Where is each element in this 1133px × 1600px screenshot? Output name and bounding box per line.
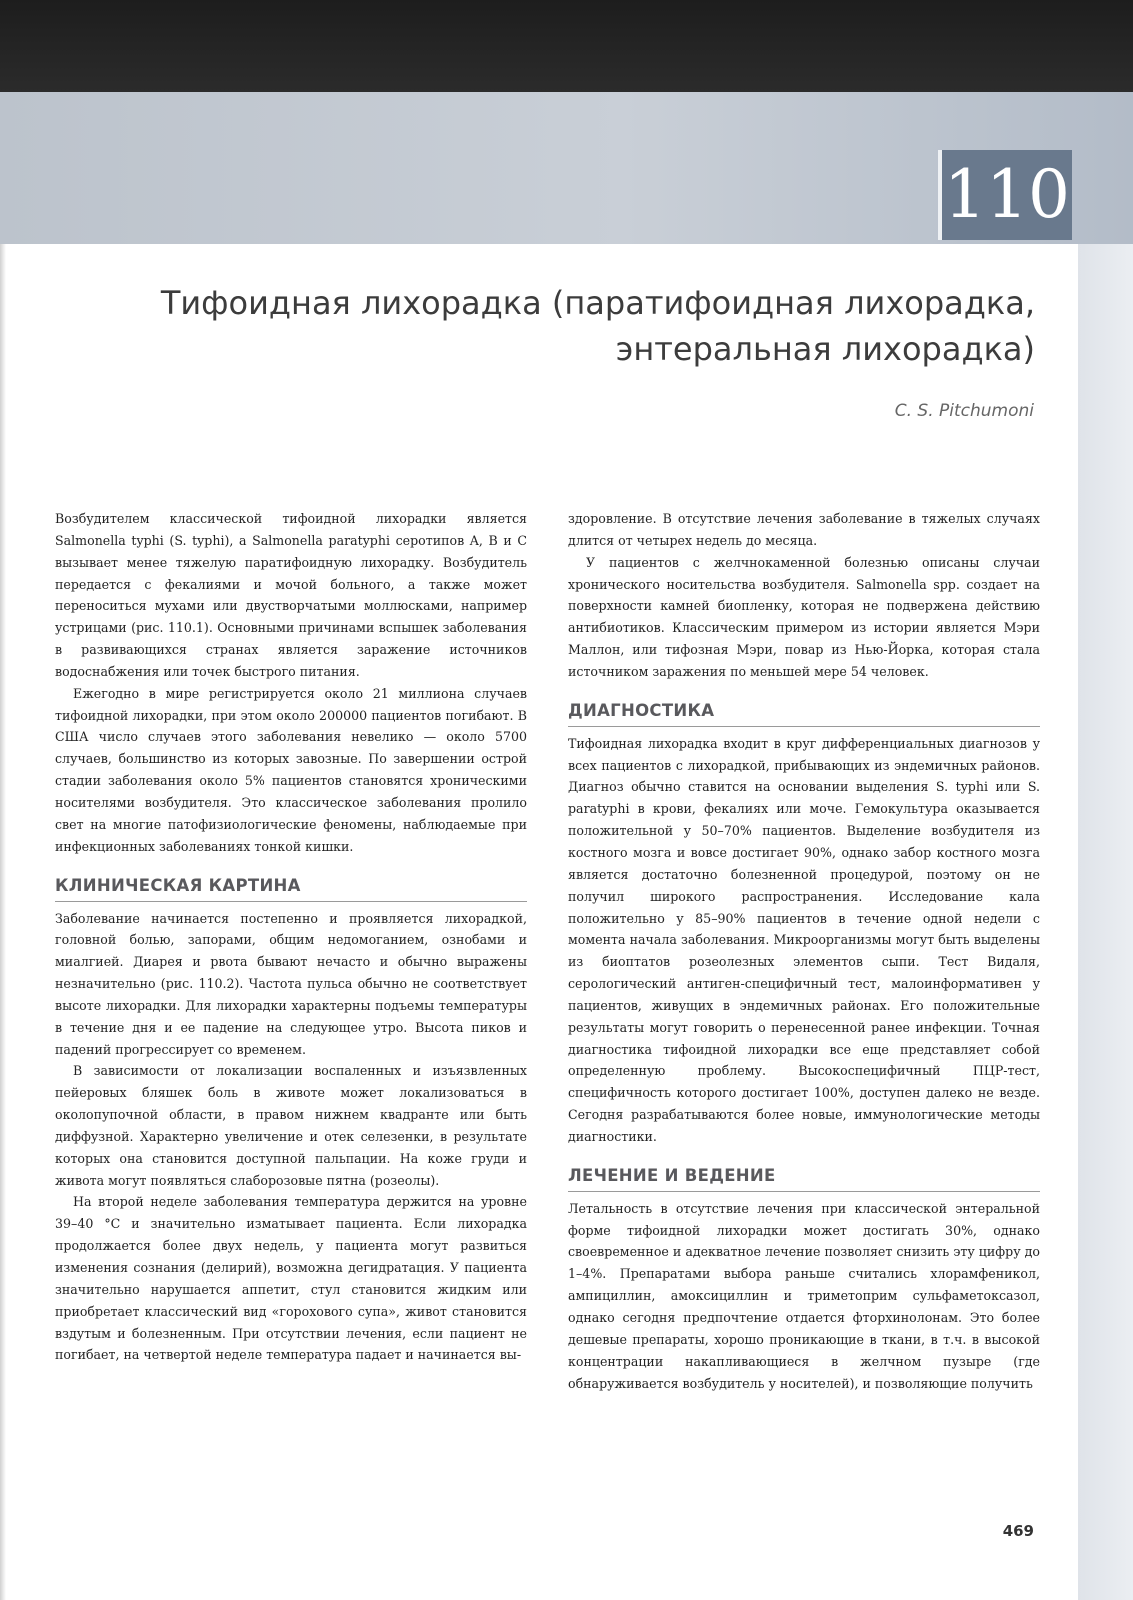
paragraph: Ежегодно в мире регистрируется около 21 миллиона случаев тифоидной лихорадки, при этом около 200000 пациентов погибают. В США число случаев этого заболевания невелико — около 5700 случаев, большинство из которых завозные. По завершении острой стадии заболевания около 5% пациентов становятся хроническими носителями возбудителя. Это классическое заболевания пролило свет на многие патофизиологические феномены, наблюдаемые при инфекционных заболеваниях тонкой кишки. <box>55 685 527 854</box>
paragraph: На второй неделе заболевания температура держится на уровне 39–40 °C и значительно изматывает пациента. Если лихорадка продолжается более двух недель, у пациента могут развиться изменения сознания (делирий), возможна дегидратация. У пациента значительно нарушается аппетит, стул становится жидким или приобретает классический вид «горохового супа», живот становится вздутым и болезненным. При отсутствии лечения, если пациент не погибает, на четвертой неделе температура падает и начинается вы- <box>55 1194 527 1363</box>
paragraph: Летальность в отсутствие лечения при классической энтеральной форме тифоидной лихорадки может достигать 30%, однако своевременное и адекватное лечение позволяет снизить эту цифру до 1–4%. Препаратами выбора раньше считались хлорамфеникол, ампициллин, амоксициллин и триметоприм сульфаметоксазол, однако сегодня предпочтение отдается фторхинолонам. Это более дешевые препараты, хорошо проникающие в ткани, в т.ч. в высокой концентрации накапливающиеся в желчном пузыре (где обнаруживается возбудитель у носителей), и позволяющие получить <box>568 1200 1040 1391</box>
page-edge-strip <box>1078 244 1133 1600</box>
top-dark-band <box>0 0 1133 92</box>
right-text-column <box>568 508 1040 1394</box>
page-number: 469 <box>1002 1522 1034 1540</box>
paragraph: У пациентов с желчнокаменной болезнью описаны случаи хронического носительства возбудителя. Salmonella spp. создает на поверхности камней биопленку, которая не подвержена действию антибиотиков. Классическим примером из истории является Мэри Маллон, или тифозная Мэри, повар из Нью-Йорка, которая стала источником заражения по меньшей мере 54 человек. <box>568 554 1040 679</box>
paragraph: В зависимости от локализации воспаленных и изъязвленных пейеровых бляшек боль в животе может локализоваться в околопупочной области, в правом нижнем квадранте или быть диффузной. Характерно увеличение и отек селезенки, в результате которых она становится доступной пальпации. На коже груди и живота могут появляться слаборозовые пятна (розеолы). <box>55 1063 527 1188</box>
chapter-number: 110 <box>944 156 1070 233</box>
left-text-column <box>55 508 527 1366</box>
paragraph: Возбудителем классической тифоидной лихорадки является Salmonella typhi (S. typhi), а Salmonella paratyphi серотипов A, B и C вызывает менее тяжелую паратифоидную лихорадку. Возбудитель передается с фекалиями и мочой больного, а также может переноситься мухами или двустворчатыми моллюсками, например устрицами (рис. 110.1). Основными причинами вспышек заболевания в развивающихся странах является заражение источников водоснабжения или точек быстрого питания. <box>55 511 527 679</box>
section-heading-treatment: ЛЕЧЕНИЕ И ВЕДЕНИЕ <box>568 1164 1040 1192</box>
paragraph: Тифоидная лихорадка входит в круг дифференциальных диагнозов у всех пациентов с лихорадкой, прибывающих из эндемичных районов. Диагноз обычно ставится на основании выделения S. typhi или S. paratyphi в крови, фекалиях или моче. Гемокультура оказывается положительной у 50–70% пациентов. Выделение возбудителя из костного мозга и вовсе достигает 90%, однако забор костного мозга является достаточно болезненной процедурой, поэтому он не получил широкого распространения. Исследование кала положительно у 85–90% пациентов в течение одной недели с момента начала заболевания. Микроорганизмы могут быть выделены из биоптатов розеолезных элементов сыпи. Тест Видаля, серологический антиген-специфичный тест, малоинформативен у пациентов, живущих в эндемичных районах. Его положительные результаты могут говорить о перенесенной ранее инфекции. Точная диагностика тифоидной лихорадки все еще представляет собой определенную проблему. Высокоспецифичный ПЦР-тест, специфичность которого достигает 100%, доступен далеко не везде. Сегодня разрабатываются более новые, иммунологические методы диагностики. <box>568 735 1040 1144</box>
chapter-title-line-2: энтеральная лихорадка) <box>615 330 1035 368</box>
paragraph: здоровление. В отсутствие лечения заболевание в тяжелых случаях длится от четырех недель до месяца. <box>568 511 1040 548</box>
author-name: C. S. Pitchumoni <box>894 401 1034 421</box>
section-heading-clinical: КЛИНИЧЕСКАЯ КАРТИНА <box>55 874 527 902</box>
page-gutter-shadow <box>0 244 6 1600</box>
paragraph: Заболевание начинается постепенно и проявляется лихорадкой, головной болью, запорами, общим недомоганием, ознобами и миалгией. Диарея и рвота бывают нечасто и обычно выражены незначительно (рис. 110.2). Частота пульса обычно не соответствует высоте лихорадки. Для лихорадки характерны подъемы температуры в течение дня и ее падение на следующее утро. Высота пиков и падений прогрессирует со временем. <box>55 910 527 1057</box>
chapter-title-line-1: Тифоидная лихорадка (паратифоидная лихорадка, <box>160 284 1035 322</box>
chapter-number-box <box>938 150 1072 240</box>
section-heading-diagnostics: ДИАГНОСТИКА <box>568 699 1040 727</box>
